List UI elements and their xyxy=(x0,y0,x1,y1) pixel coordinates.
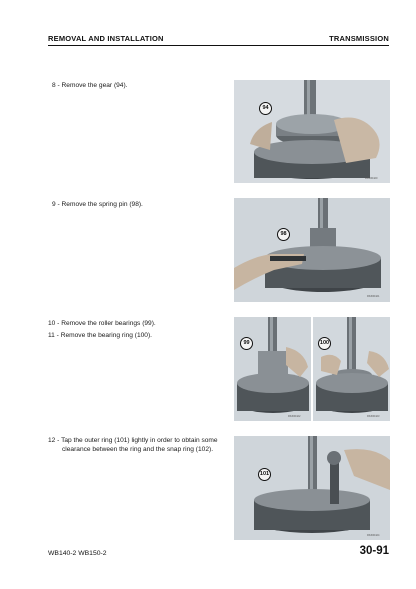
photo-outer-ring-illustration xyxy=(234,436,390,540)
callout-98: 98 xyxy=(277,228,290,241)
photo-roller-bearings-illustration xyxy=(234,317,311,421)
header-rule xyxy=(48,45,389,46)
photo-remove-spring-pin xyxy=(234,198,390,302)
photo-code: RKZ00421 xyxy=(367,295,380,298)
step-8: 8 - Remove the gear (94). xyxy=(52,82,128,89)
photo-bearing-ring-illustration xyxy=(313,317,390,421)
photo-remove-gear xyxy=(234,80,390,183)
page-number: 30-91 xyxy=(359,545,389,557)
photo-gear-illustration xyxy=(234,80,390,183)
callout-94: 94 xyxy=(259,102,272,115)
photo-code: RKZ00424 xyxy=(367,534,380,537)
photo-code: RKZ00422 xyxy=(288,415,301,418)
footer-models: WB140-2 WB150-2 xyxy=(48,550,107,557)
callout-99: 99 xyxy=(240,337,253,350)
step-12-line-2: clearance between the ring and the snap ring (102). xyxy=(62,445,214,453)
photo-remove-bearing-ring xyxy=(313,317,390,421)
callout-101: 101 xyxy=(258,468,271,481)
step-12-line-1: 12 - Tap the outer ring (101) lightly in order to obtain some xyxy=(48,437,218,444)
photo-code: RKZ00420 xyxy=(365,177,378,180)
step-12 xyxy=(48,437,218,454)
chapter-title: TRANSMISSION xyxy=(329,34,389,43)
photo-code: RKZ00423 xyxy=(367,415,380,418)
section-title: REMOVAL AND INSTALLATION xyxy=(48,34,164,43)
photo-spring-pin-illustration xyxy=(234,198,390,302)
step-11: 11 - Remove the bearing ring (100). xyxy=(48,332,152,339)
photo-remove-roller-bearings xyxy=(234,317,311,421)
step-10: 10 - Remove the roller bearings (99). xyxy=(48,320,156,327)
step-9: 9 - Remove the spring pin (98). xyxy=(52,201,143,208)
callout-100: 100 xyxy=(318,337,331,350)
photo-tap-outer-ring xyxy=(234,436,390,540)
